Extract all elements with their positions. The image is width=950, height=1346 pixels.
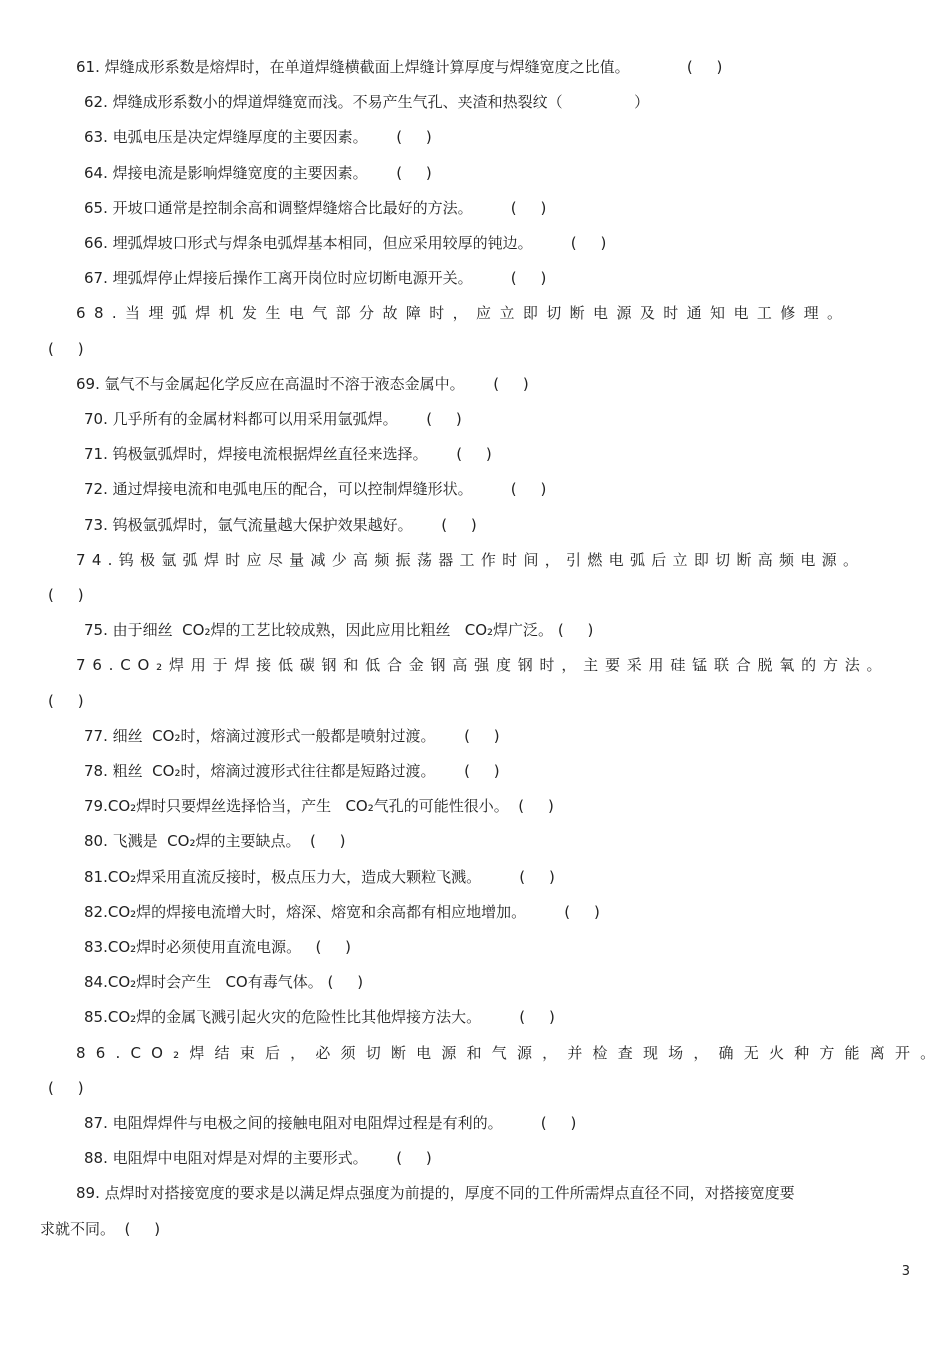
question-89-continued: 求就不同。 ( ) — [40, 1220, 161, 1238]
question-76-answer: ( ) — [48, 692, 84, 710]
question-74-answer: ( ) — [48, 586, 84, 604]
question-67: 67. 埋弧焊停止焊接后操作工离开岗位时应切断电源开关。 ( ) — [84, 269, 547, 287]
question-77: 77. 细丝 CO₂时，熔滴过渡形式一般都是喷射过渡。 ( ) — [84, 727, 500, 745]
question-83: 83.CO₂焊时必须使用直流电源。 ( ) — [84, 938, 351, 956]
question-66: 66. 埋弧焊坡口形式与焊条电弧焊基本相同，但应采用较厚的钝边。 ( ) — [84, 234, 607, 252]
question-87: 87. 电阻焊焊件与电极之间的接触电阻对电阻焊过程是有利的。 ( ) — [84, 1114, 577, 1132]
question-82: 82.CO₂焊的焊接电流增大时，熔深、熔宽和余高都有相应地增加。 ( ) — [84, 903, 600, 921]
question-62: 62. 焊缝成形系数小的焊道焊缝宽而浅。不易产生气孔、夹渣和热裂纹（ ） — [84, 93, 650, 111]
question-68-answer: ( ) — [48, 340, 84, 358]
question-61: 61. 焊缝成形系数是熔焊时，在单道焊缝横截面上焊缝计算厚度与焊缝宽度之比值。 ( ) — [76, 58, 723, 76]
question-85: 85.CO₂焊的金属飞溅引起火灾的危险性比其他焊接方法大。 ( ) — [84, 1008, 555, 1026]
question-64: 64. 焊接电流是影响焊缝宽度的主要因素。 ( ) — [84, 164, 432, 182]
question-78: 78. 粗丝 CO₂时，熔滴过渡形式往往都是短路过渡。 ( ) — [84, 762, 500, 780]
question-65: 65. 开坡口通常是控制余高和调整焊缝熔合比最好的方法。 ( ) — [84, 199, 547, 217]
question-79: 79.CO₂焊时只要焊丝选择恰当，产生 CO₂气孔的可能性很小。 ( ) — [84, 797, 554, 815]
question-71: 71. 钨极氩弧焊时，焊接电流根据焊丝直径来选择。 ( ) — [84, 445, 492, 463]
question-75: 75. 由于细丝 CO₂焊的工艺比较成熟，因此应用比粗丝 CO₂焊广泛。 ( ) — [84, 621, 594, 639]
question-84: 84.CO₂焊时会产生 CO有毒气体。 ( ) — [84, 973, 364, 991]
question-76: 76.CO₂焊用于焊接低碳钢和低合金钢高强度钢时，主要采用硅锰联合脱氧的方法。 — [76, 656, 889, 674]
question-70: 70. 几乎所有的金属材料都可以用采用氩弧焊。 ( ) — [84, 410, 462, 428]
question-88: 88. 电阻焊中电阻对焊是对焊的主要形式。 ( ) — [84, 1149, 432, 1167]
question-72: 72. 通过焊接电流和电弧电压的配合，可以控制焊缝形状。 ( ) — [84, 480, 547, 498]
question-74: 74.钨极氩弧焊时应尽量减少高频振荡器工作时间，引燃电弧后立即切断高频电源。 — [76, 551, 865, 569]
question-86-answer: ( ) — [48, 1079, 84, 1097]
question-86: 86.CO₂焊结束后，必须切断电源和气源，并检查现场，确无火种方能离开。 — [76, 1044, 946, 1062]
question-80: 80. 飞溅是 CO₂焊的主要缺点。 ( ) — [84, 832, 346, 850]
question-63: 63. 电弧电压是决定焊缝厚度的主要因素。 ( ) — [84, 128, 432, 146]
question-68: 68.当埋弧焊机发生电气部分故障时，应立即切断电源及时通知电工修理。 — [76, 304, 851, 322]
page-number: 3 — [901, 1264, 910, 1279]
question-81: 81.CO₂焊采用直流反接时，极点压力大，造成大颗粒飞溅。 ( ) — [84, 868, 555, 886]
question-89: 89. 点焊时对搭接宽度的要求是以满足焊点强度为前提的，厚度不同的工件所需焊点直径不同，对搭接宽度要 — [76, 1184, 795, 1202]
question-73: 73. 钨极氩弧焊时，氩气流量越大保护效果越好。 ( ) — [84, 516, 477, 534]
question-69: 69. 氩气不与金属起化学反应在高温时不溶于液态金属中。 ( ) — [76, 375, 529, 393]
